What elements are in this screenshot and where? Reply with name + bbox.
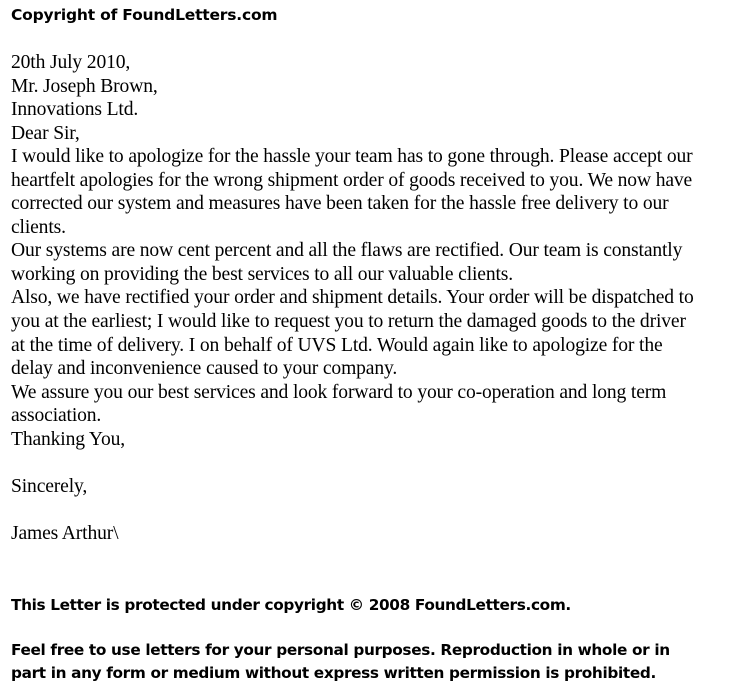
paragraph-line: you at the earliest; I would like to request you to return the damaged goods to the driver bbox=[11, 311, 686, 333]
paragraph-assurance bbox=[11, 381, 746, 428]
blank-line bbox=[11, 498, 746, 522]
paragraph-order-details bbox=[11, 286, 746, 380]
letter-body bbox=[11, 51, 746, 545]
copyright-notice: This Letter is protected under copyright © 2008 FoundLetters.com. bbox=[11, 596, 571, 614]
paragraph-line: We assure you our best services and look forward to your co-operation and long term bbox=[11, 381, 667, 403]
paragraph-line: I would like to apologize for the hassle your team has to gone through. Please accept our bbox=[11, 146, 693, 168]
paragraph-line: working on providing the best services to all our valuable clients. bbox=[11, 263, 513, 285]
recipient-name: Mr. Joseph Brown, bbox=[11, 75, 158, 97]
letter-date: 20th July 2010, bbox=[11, 52, 131, 73]
closing-line: Sincerely, bbox=[11, 475, 88, 497]
thanks-line: Thanking You, bbox=[11, 428, 125, 450]
paragraph-line: corrected our system and measures have been taken for the hassle free delivery to our bbox=[11, 193, 669, 215]
signature: James Arthur\ bbox=[11, 522, 119, 544]
paragraph-line: delay and inconvenience caused to your company. bbox=[11, 358, 398, 380]
paragraph-line: heartfelt apologies for the wrong shipment order of goods received to you. We now have bbox=[11, 169, 693, 191]
paragraph-apology bbox=[11, 145, 746, 239]
paragraph-line: at the time of delivery. I on behalf of UVS Ltd. Would again like to apologize for the bbox=[11, 334, 663, 356]
usage-notice bbox=[11, 639, 746, 685]
copyright-header: Copyright of FoundLetters.com bbox=[11, 6, 278, 24]
paragraph-line: Also, we have rectified your order and shipment details. Your order will be dispatched to bbox=[11, 287, 694, 309]
salutation: Dear Sir, bbox=[11, 122, 80, 144]
usage-notice-line: part in any form or medium without express written permission is prohibited. bbox=[11, 664, 656, 682]
blank-line bbox=[11, 451, 746, 475]
paragraph-line: clients. bbox=[11, 216, 66, 238]
paragraph-systems bbox=[11, 239, 746, 286]
usage-notice-line: Feel free to use letters for your personal purposes. Reproduction in whole or in bbox=[11, 641, 670, 659]
paragraph-line: association. bbox=[11, 405, 102, 427]
recipient-company: Innovations Ltd. bbox=[11, 99, 139, 121]
paragraph-line: Our systems are now cent percent and all the flaws are rectified. Our team is constantly bbox=[11, 240, 683, 262]
